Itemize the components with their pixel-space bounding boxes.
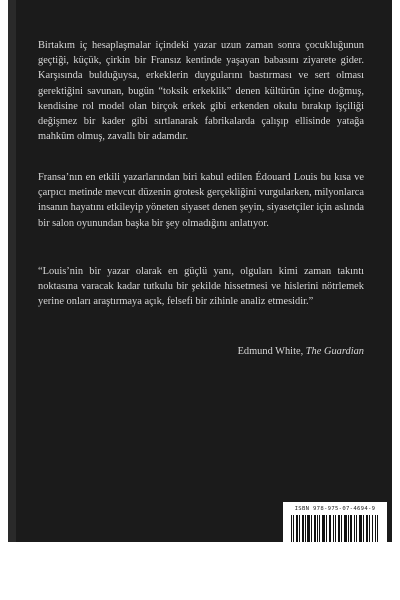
review-quote: “Louis’nin bir yazar olarak en güçlü yanı, olguları kimi zaman takıntı noktasına varacak kadar tutkulu bir şekilde hissetmesi ve hislerini nötrlemek yerine onları araştırmaya açık, felsefi bir zihinle analiz etmesidir.” xyxy=(38,266,364,308)
attribution-source: The Guardian xyxy=(305,346,364,357)
blurb-paragraph-1: Birtakım iç hesaplaşmalar içindeki yazar uzun zaman sonra çocukluğunun geçtiği, küçük, çirkin bir Fransız kentinde yaşayan babasını ziyarete gider. Karşısında bulduğuysa, erkeklerin duygularını bastırması ve sert olması gerektiğini savunan, bugün “toksik erkeklik” denen kültürün içine doğmuş, kendisine rol model olan birçok erkek gibi erkenden okulu bırakıp işçiliği değişmez bir kader gibi sırtlanarak fabrikalarda çalışıp ellisinde yatağa mahkûm olmuş, zavallı bir adamdır. xyxy=(38,40,364,143)
isbn-label: ISBN 978-975-07-4694-9 xyxy=(294,506,376,512)
back-cover xyxy=(8,0,392,542)
page-bottom-margin xyxy=(0,542,400,600)
quote-attribution xyxy=(238,344,364,359)
spine-fold xyxy=(8,0,16,542)
attribution-name: Edmund White, xyxy=(237,346,306,357)
blurb-paragraph-2: Fransa’nın en etkili yazarlarından biri kabul edilen Édouard Louis bu kısa ve çarpıcı metinde mevcut düzenin grotesk gerçekliğini vurgularken, milyonlarca insanın hayatını etkileyip yöneten siyaset denen şeyin, siyasetçiler için aslında bir salon oyunundan başka bir şey olmadığını anlatıyor. xyxy=(38,172,364,229)
